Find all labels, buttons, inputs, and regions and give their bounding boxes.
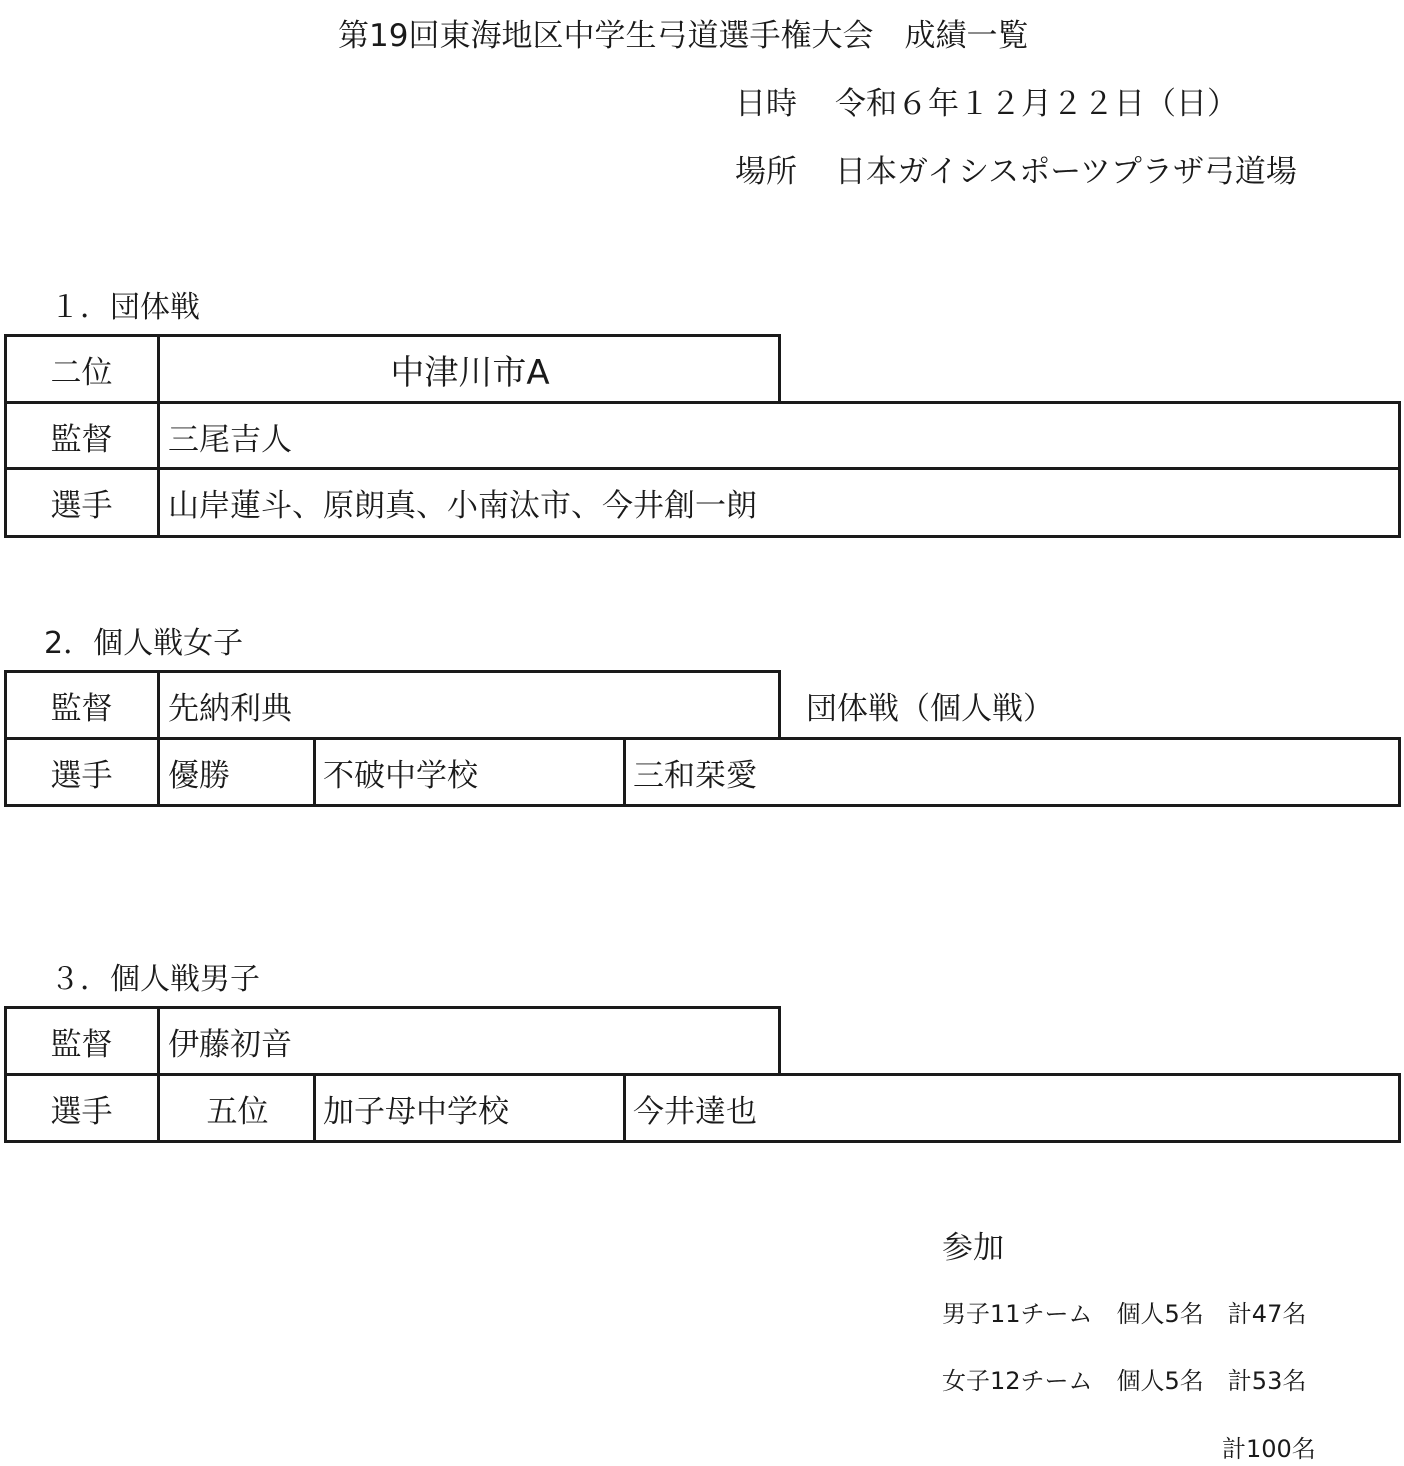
- coach-name: 伊藤初音: [168, 1026, 292, 1063]
- venue-line: [735, 146, 1297, 191]
- school-name: 不破中学校: [323, 757, 478, 794]
- players-names: 山岸蓮斗、原朗真、小南汰市、今井創一朗: [168, 487, 757, 524]
- page-title: 第19回東海地区中学生弓道選手権大会 成績一覧: [338, 18, 1029, 54]
- participation-total: 計100名: [1222, 1435, 1316, 1463]
- school-name: 加子母中学校: [323, 1093, 509, 1130]
- venue-label: 場所: [735, 154, 797, 190]
- column-divider: [313, 737, 316, 807]
- players-label: 選手: [50, 757, 113, 794]
- column-divider: [623, 1073, 626, 1143]
- coach-name: 先納利典: [168, 690, 292, 727]
- coach-label: 監督: [50, 421, 113, 458]
- coach-label: 監督: [50, 1026, 113, 1063]
- team-name: 中津川市A: [390, 352, 550, 393]
- participation-heading: 参加: [942, 1230, 1004, 1266]
- rank-label: 二位: [50, 354, 113, 391]
- result: 五位: [206, 1093, 269, 1130]
- coach-name: 三尾吉人: [168, 421, 292, 458]
- column-divider: [623, 737, 626, 807]
- section3-heading: ３．個人戦男子: [50, 962, 260, 997]
- section1-heading: １．団体戦: [50, 290, 200, 325]
- players-label: 選手: [50, 1093, 113, 1130]
- side-note: 団体戦（個人戦）: [806, 690, 1054, 727]
- date-label: 日時: [735, 86, 797, 122]
- coach-label: 監督: [50, 690, 113, 727]
- date-line: [735, 78, 1238, 123]
- participation-boys: 男子11チーム 個人5名 計47名: [942, 1300, 1307, 1328]
- date-value: 令和６年１２月２２日（日）: [835, 86, 1238, 122]
- result: 優勝: [168, 757, 230, 794]
- players-label: 選手: [50, 487, 113, 524]
- player-name: 三和栞愛: [633, 757, 757, 794]
- section2-heading: 2．個人戦女子: [44, 626, 244, 661]
- venue-value: 日本ガイシスポーツプラザ弓道場: [835, 154, 1297, 190]
- player-name: 今井達也: [633, 1093, 757, 1130]
- participation-girls: 女子12チーム 個人5名 計53名: [942, 1367, 1307, 1395]
